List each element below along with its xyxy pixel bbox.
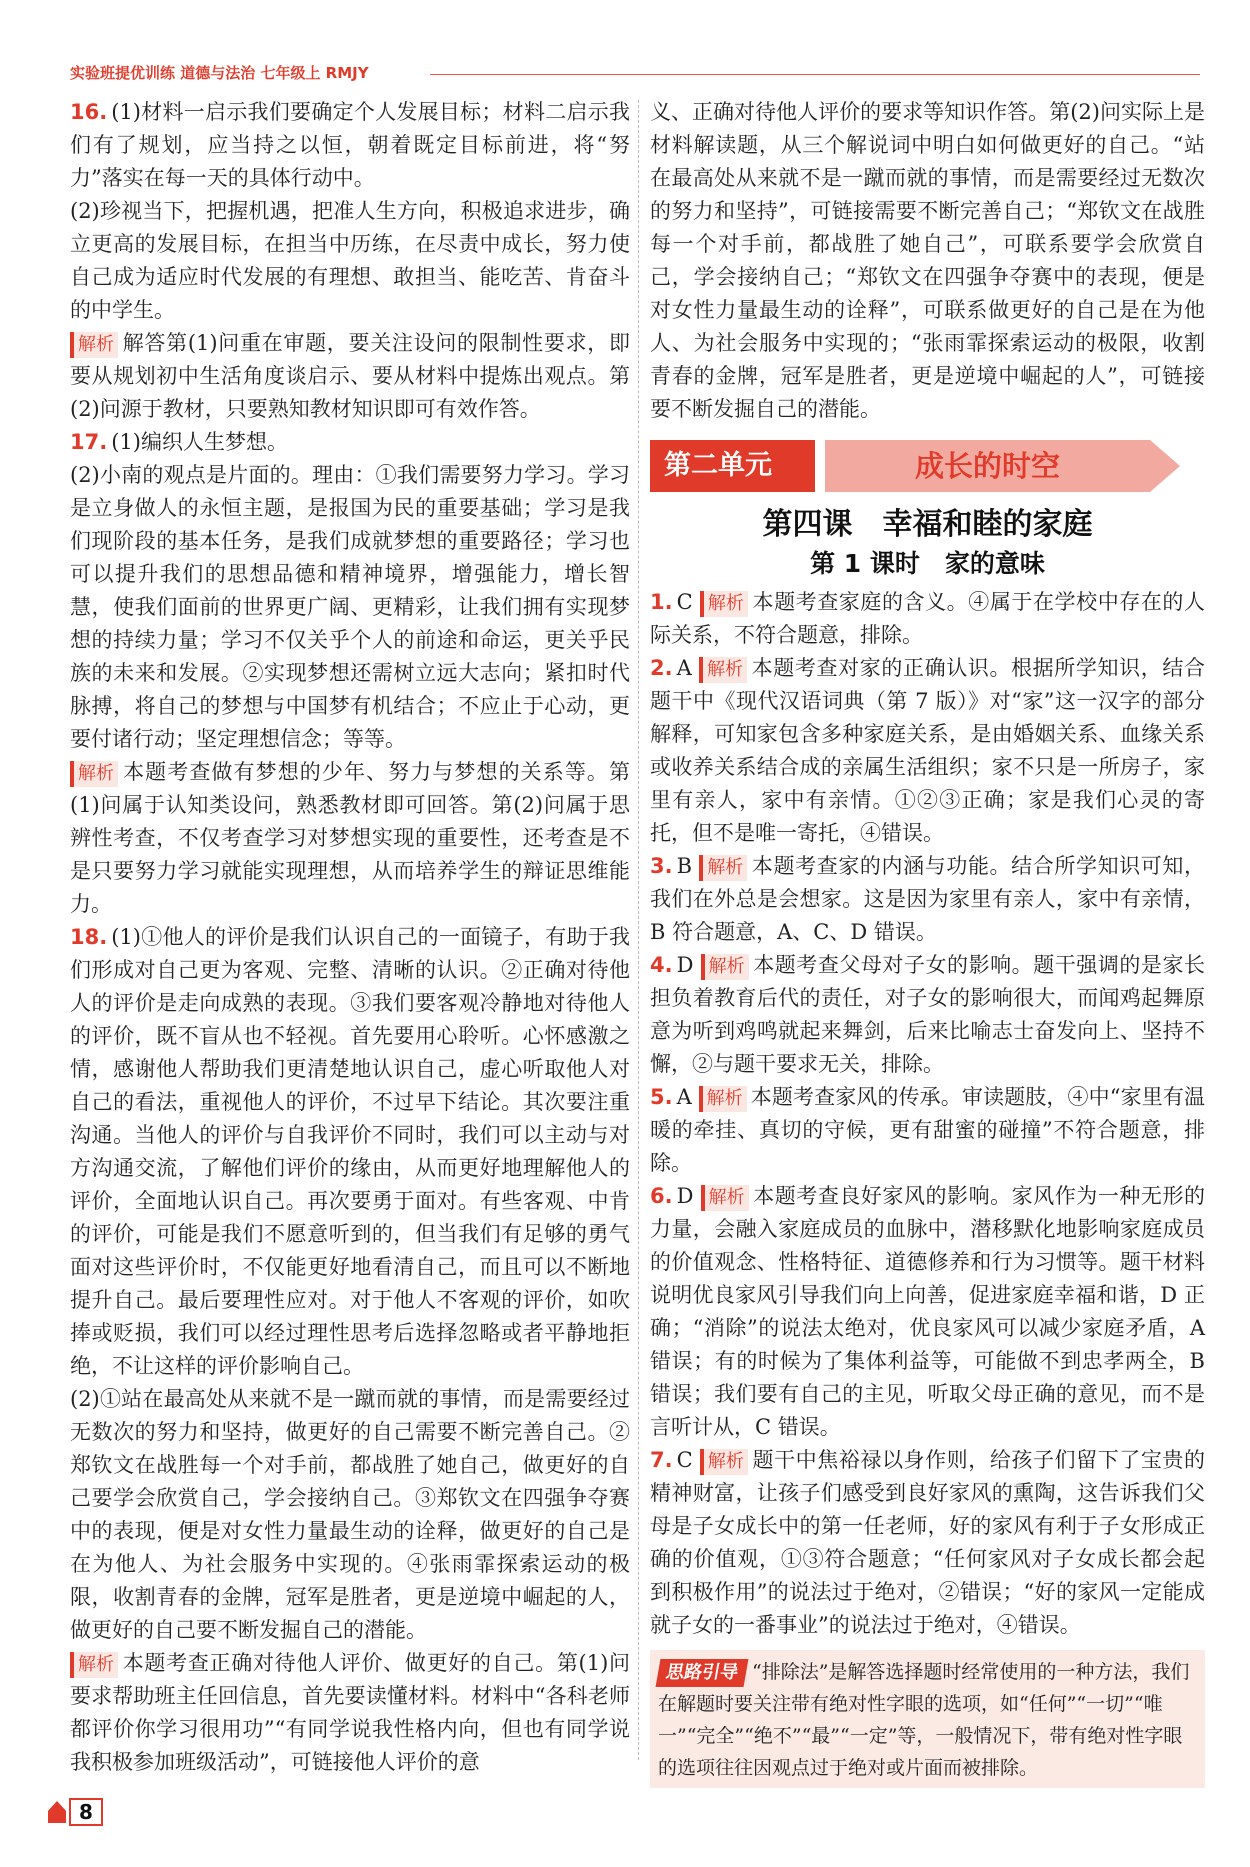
item-number: 6. (650, 1184, 673, 1208)
tip-label: 思路引导 (656, 1659, 749, 1687)
analysis-tag: 解析 (699, 855, 747, 881)
item-analysis: 本题考查父母对子女的影响。题干强调的是家长担负着教育后代的责任，对子女的影响很大，而闻鸡起舞原意为听到鸡鸣就起来舞剑，后来比喻志士奋发向上、坚持不懈，②与题干要求无关，排除。 (650, 953, 1205, 1076)
analysis-tag: 解析 (700, 591, 748, 617)
answer-text: (1)编织人生梦想。 (111, 430, 288, 454)
column-divider (638, 100, 639, 1760)
question-number: 16. (70, 100, 108, 124)
analysis-tag: 解析 (699, 657, 747, 683)
item-answer: C (676, 590, 693, 614)
analysis-text: 解答第(1)问重在审题，要关注设问的限制性要求，即要从规划初中生活角度谈启示、要从材料中提炼出观点。第(2)问源于教材，只要熟知教材知识即可有效作答。 (70, 331, 630, 421)
analysis-tag: 解析 (70, 761, 118, 787)
analysis-tag: 解析 (699, 1086, 747, 1112)
item-number: 7. (650, 1448, 673, 1472)
page-number-box (48, 1798, 103, 1826)
header-rule (430, 74, 1200, 75)
question-17 (70, 426, 630, 921)
answer-text: (1)①他人的评价是我们认识自己的一面镜子，有助于我们形成对自己更为客观、完整、清晰的认识。②正确对待他人的评价是走向成熟的表现。③我们要客观冷静地对待他人的评价，既不盲从也不轻视。首先要用心聆听。心怀感激之情，感谢他人帮助我们更清楚地认识自己，虚心听取他人对自己的看法，重视他人的评价，不过早下结论。其次要注重沟通。当他人的评价与自我评价不同时，我们可以主动与对方沟通交流，了解他们评价的缘由，从而更好地理解他人的评价，全面地认识自己。再次要勇于面对。有些客观、中肯的评价，可能是我们不愿意听到的，但当我们有足够的勇气面对这些评价时，不仅能更好地看清自己，而且可以不断地提升自己。最后要理性应对。对于他人不客观的评价，如吹捧或贬损，我们可以经过理性思考后选择忽略或者平静地拒绝，不让这样的评价影响自己。 (70, 925, 630, 1378)
lesson-subtitle: 第 1 课时 家的意味 (810, 549, 1045, 578)
answer-item (650, 1444, 1205, 1642)
unit-banner (650, 434, 1205, 498)
question-number: 18. (70, 925, 108, 949)
analysis-tag: 解析 (700, 1449, 748, 1475)
answer-text: (1)材料一启示我们要确定个人发展目标；材料二启示我们有了规划，应当持之以恒，朝着既定目标前进，将“努力”落实在每一天的具体行动中。 (70, 100, 630, 190)
item-analysis: 本题考查良好家风的影响。家风作为一种无形的力量，会融入家庭成员的血脉中，潜移默化地影响家庭成员的价值观念、性格特征、道德修养和行为习惯等。题干材料说明优良家风引导我们向上向善，促进家庭幸福和谐，D 正确；“消除”的说法太绝对，优良家风可以减少家庭矛盾，A 错误；有的时候为了集体利益等，可能做不到忠孝两全，B 错误；我们要有自己的主见，听取父母正确的意见，而不是言听计从，C 错误。 (650, 1184, 1205, 1439)
tip-text: “排除法”是解答选择题时经常使用的一种方法，我们在解题时要关注带有绝对性字眼的选项，如“任何”“一切”“唯一”“完全”“绝不”“最”“一定”等，一般情况下，带有绝对性字眼的选项往往因观点过于绝对或片面而被排除。 (658, 1661, 1190, 1779)
lesson-title: 第四课 幸福和睦的家庭 (762, 507, 1093, 542)
analysis-tag: 解析 (701, 1185, 749, 1211)
answer-list (650, 586, 1205, 1642)
answer-item (650, 652, 1205, 850)
item-answer: A (676, 656, 692, 680)
running-header: 实验班提优训练 道德与法治 七年级上 RMJY (70, 64, 369, 82)
continued-analysis: 义、正确对待他人评价的要求等知识作答。第(2)问实际上是材料解读题，从三个解说词中明白如何做更好的自己。“站在最高处从来就不是一蹴而就的事情，而是需要经过无数次的努力和坚持”，可链接需要不断完善自己；“郑钦文在战胜每一个对手前，都战胜了她自己”，可联系要学会欣赏自己，学会接纳自己；“郑钦文在四强争夺赛中的表现，便是对女性力量最生动的诠释”，可联系做更好的自己是在为他人、为社会服务中实现的；“张雨霏探索运动的极限，收割青春的金牌，冠军是胜者，更是逆境中崛起的人”，可链接要不断发掘自己的潜能。 (650, 100, 1205, 421)
right-column (650, 96, 1205, 1788)
item-answer: C (676, 1448, 693, 1472)
question-number: 17. (70, 430, 108, 454)
item-number: 5. (650, 1085, 673, 1109)
item-answer: B (676, 854, 693, 878)
home-icon (48, 1801, 66, 1823)
answer-text: (2)小南的观点是片面的。理由：①我们需要努力学习。学习是立身做人的永恒主题，是报国为民的重要基础；学习是我们现阶段的基本任务，是我们成就梦想的重要路径；学习也可以提升我们的思想品德和精神境界，增强能力，增长智慧，使我们面前的世界更广阔、更精彩，让我们拥有实现梦想的持续力量；学习不仅关乎个人的前途和命运，更关乎民族的未来和发展。②实现梦想还需树立远大志向；紧扣时代脉搏，将自己的梦想与中国梦有机结合；不应止于心动，更要付诸行动；坚定理想信念；等等。 (70, 463, 630, 751)
question-18 (70, 921, 630, 1779)
item-answer: D (676, 1184, 694, 1208)
answer-text: (2)①站在最高处从来就不是一蹴而就的事情，而是需要经过无数次的努力和坚持，做更好的自己需要不断完善自己。②郑钦文在战胜每一个对手前，都战胜了她自己，做更好的自己要学会欣赏自己，学会接纳自己。③郑钦文在四强争夺赛中的表现，便是对女性力量最生动的诠释，做更好的自己是在为他人、为社会服务中实现的。④张雨霏探索运动的极限，收割青春的金牌，冠军是胜者，更是逆境中崛起的人，做更好的自己要不断发掘自己的潜能。 (70, 1387, 630, 1642)
answer-item (650, 949, 1205, 1081)
answer-item (650, 586, 1205, 652)
left-column (70, 96, 630, 1779)
analysis-text: 本题考查做有梦想的少年、努力与梦想的关系等。第(1)问属于认知类设问，熟悉教材即可回答。第(2)问属于思辨性考查，不仅考查学习对梦想实现的重要性，还考查是不是只要努力学习就能实现理想，从而培养学生的辩证思维能力。 (70, 760, 630, 916)
answer-item (650, 850, 1205, 949)
answer-item (650, 1180, 1205, 1444)
item-analysis: 本题考查家的内涵与功能。结合所学知识可知，我们在外总是会想家。这是因为家里有亲人，家中有亲情，B 符合题意，A、C、D 错误。 (650, 854, 1205, 944)
analysis-text: 本题考查正确对待他人评价、做更好的自己。第(1)问要求帮助班主任回信息，首先要读懂材料。材料中“各科老师都评价你学习很用功”“有同学说我性格内向，但也有同学说我积极参加班级活动”，可链接他人评价的意 (70, 1651, 630, 1774)
item-answer: A (676, 1085, 692, 1109)
unit-title: 成长的时空 (825, 440, 1150, 492)
item-answer: D (676, 953, 694, 977)
item-analysis: 本题考查家风的传承。审读题肢，④中“家里有温暖的牵挂、真切的守候，更有甜蜜的碰撞”不符合题意，排除。 (650, 1085, 1206, 1175)
page-number: 8 (69, 1798, 103, 1826)
analysis-tag: 解析 (70, 1652, 118, 1678)
item-number: 1. (650, 590, 673, 614)
item-number: 4. (650, 953, 673, 977)
item-number: 2. (650, 656, 673, 680)
tip-box (650, 1650, 1205, 1788)
answer-text: (2)珍视当下，把握机遇，把准人生方向，积极追求进步，确立更高的发展目标，在担当中历练，在尽责中成长，努力使自己成为适应时代发展的有理想、敢担当、能吃苦、肯奋斗的中学生。 (70, 199, 630, 322)
item-analysis: 题干中焦裕禄以身作则，给孩子们留下了宝贵的精神财富，让孩子们感受到良好家风的熏陶，这告诉我们父母是子女成长中的第一任老师，好的家风有利于子女形成正确的价值观，①③符合题意；“任何家风对子女成长都会起到积极作用”的说法过于绝对，②错误；“好的家风一定能成就子女的一番事业”的说法过于绝对，④错误。 (650, 1448, 1205, 1637)
chevron-right-icon (1150, 440, 1180, 492)
item-analysis: 本题考查对家的正确认识。根据所学知识，结合题干中《现代汉语词典（第 7 版）》对“家”这一汉字的部分解释，可知家包含多种家庭关系，是由婚姻关系、血缘关系或收养关系结合成的亲属生活组织；家不只是一所房子，家里有亲人，家中有亲情。①②③正确；家是我们心灵的寄托，但不是唯一寄托，④错误。 (650, 656, 1205, 845)
answer-item (650, 1081, 1205, 1180)
item-number: 3. (650, 854, 673, 878)
analysis-tag: 解析 (70, 332, 118, 358)
analysis-tag: 解析 (701, 954, 749, 980)
item-analysis: 本题考查家庭的含义。④属于在学校中存在的人际关系，不符合题意，排除。 (650, 590, 1205, 647)
unit-number: 第二单元 (650, 440, 815, 492)
question-16 (70, 96, 630, 426)
